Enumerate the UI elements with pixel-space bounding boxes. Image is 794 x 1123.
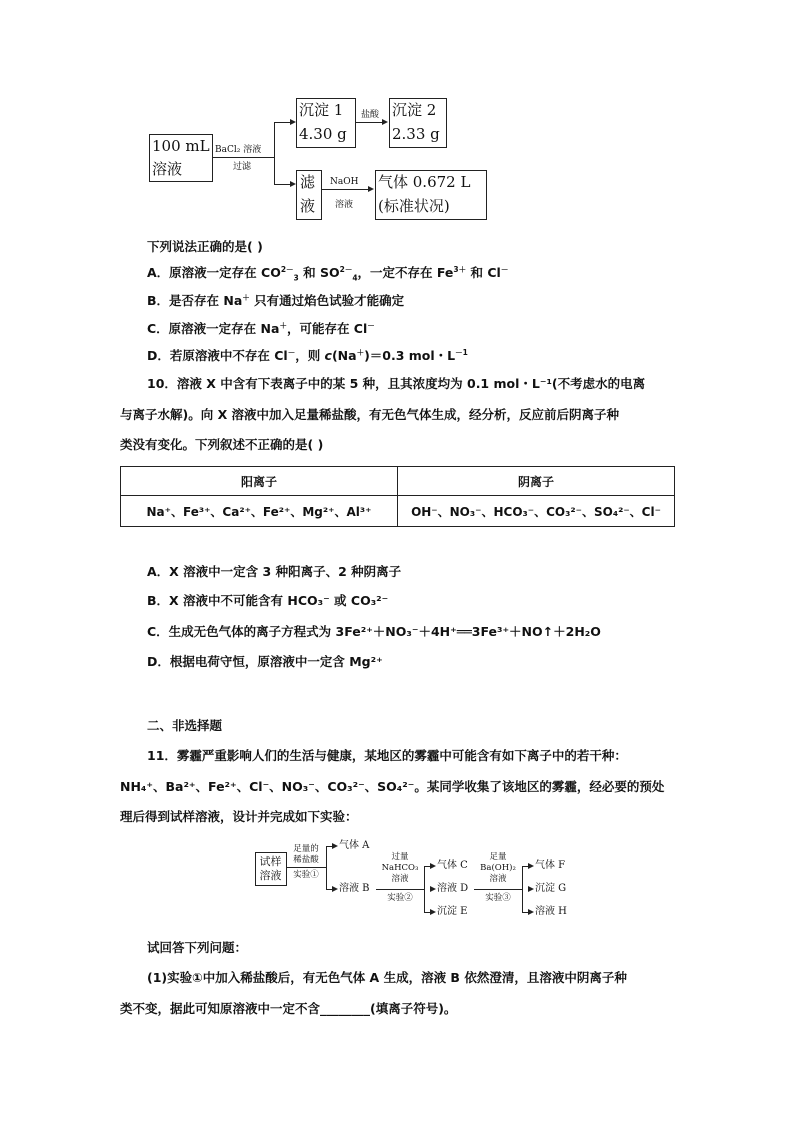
precipitate-1-label: 沉淀 1 <box>299 101 344 119</box>
precipitate-1-mass: 4.30 g <box>299 125 347 143</box>
gas-c: 气体 C <box>437 860 468 871</box>
q9-option-b: B．是否存在 Na＋ 只有通过焰色试验才能确定 <box>147 292 405 308</box>
q10-option-a: A．X 溶液中一定含 3 种阳离子、2 种阴离子 <box>147 564 402 579</box>
reagent-bacl2: BaCl₂ 溶液 <box>215 145 262 155</box>
header-anions: 阴离子 <box>398 467 675 496</box>
q10-stem-line2: 与离子水解)。向 X 溶液中加入足量稀盐酸，有无色气体生成，经分析，反应前后阴离子种 <box>120 407 620 422</box>
header-cations: 阳离子 <box>121 467 398 496</box>
exp3-reagent-3: 溶液 <box>489 874 507 884</box>
filtrate-label-2: 液 <box>300 197 316 215</box>
solution-b: 溶液 B <box>339 883 370 894</box>
q9-option-c: C．原溶液一定存在 Na＋，可能存在 Cl－ <box>147 320 375 336</box>
q10-option-d: D．根据电荷守恒，原溶液中一定含 Mg²⁺ <box>147 654 383 669</box>
q10-stem-line3: 类没有变化。下列叙述不正确的是( ) <box>120 437 324 452</box>
exp2-reagent-3: 溶液 <box>391 874 409 884</box>
section-title: 二、非选择题 <box>147 718 223 733</box>
start-volume: 100 mL <box>152 137 210 155</box>
ion-table <box>120 466 675 527</box>
anion-list: OH⁻、NO₃⁻、HCO₃⁻、CO₃²⁻、SO₄²⁻、Cl⁻ <box>398 496 675 527</box>
gas-a: 气体 A <box>339 840 370 851</box>
exp3-reagent-1: 足量 <box>489 852 507 862</box>
q9-stem: 下列说法正确的是( ) <box>147 239 263 254</box>
solution-d: 溶液 D <box>437 883 469 894</box>
filtrate-label-1: 滤 <box>300 173 316 191</box>
sample-label-1: 试样 <box>259 855 282 868</box>
q11-stem-line1: 11．雾霾严重影响人们的生活与健康，某地区的雾霾中可能含有如下离子中的若干种： <box>147 748 627 763</box>
q10-stem-line1: 10．溶液 X 中含有下表离子中的某 5 种，且其浓度均为 0.1 mol・L⁻¹(不考虑水的电离 <box>147 376 646 391</box>
precipitate-2-label: 沉淀 2 <box>392 101 437 119</box>
exp2-reagent-1: 过量 <box>391 852 409 862</box>
q10-option-c: C．生成无色气体的离子方程式为 3Fe²⁺＋NO₃⁻＋4H⁺══3Fe³⁺＋NO↑＋2H₂O <box>147 624 601 639</box>
start-label: 溶液 <box>152 160 183 178</box>
exp2-label: 实验② <box>387 893 413 903</box>
exp1-label: 实验① <box>293 870 319 880</box>
sample-label-2: 溶液 <box>259 869 282 882</box>
acid-label: 盐酸 <box>361 110 380 120</box>
exp1-reagent-1: 足量的 <box>293 844 319 854</box>
gas-condition: (标准状况) <box>378 197 450 215</box>
reagent-filter: 过滤 <box>233 162 252 172</box>
reagent-naoh-solution: 溶液 <box>335 200 354 210</box>
exp3-reagent-2: Ba(OH)₂ <box>480 863 516 873</box>
precipitate-2-mass: 2.33 g <box>392 125 440 143</box>
q10-option-b: B．X 溶液中不可能含有 HCO₃⁻ 或 CO₃²⁻ <box>147 593 389 608</box>
q11-sub1-line1: (1)实验①中加入稀盐酸后，有无色气体 A 生成，溶液 B 依然澄清，且溶液中阴离子种 <box>147 970 627 985</box>
exp2-reagent-2: NaHCO₃ <box>381 863 419 873</box>
gas-f: 气体 F <box>535 860 566 871</box>
q9-option-a: A．原溶液一定存在 $CO^{2-}_3$ 和 $SO^{2-}_4$，一定不存在 $Fe^{3+}$ 和 Cl－ <box>147 264 509 283</box>
q9-option-d: D．若原溶液中不存在 Cl－，则 c(Na＋)＝0.3 mol・$L^{-1}$ <box>147 347 468 363</box>
solution-h: 溶液 H <box>535 906 567 917</box>
precipitate-g: 沉淀 G <box>535 883 567 894</box>
q11-sub1-line2: 类不变，据此可知原溶液中一定不含________(填离子符号)。 <box>120 1001 457 1016</box>
cation-list: Na⁺、Fe³⁺、Ca²⁺、Fe²⁺、Mg²⁺、Al³⁺ <box>121 496 398 527</box>
exp3-label: 实验③ <box>485 893 511 903</box>
q11-stem-line3: 理后得到试样溶液，设计并完成如下实验： <box>120 809 358 824</box>
q11-ask: 试回答下列问题： <box>147 940 248 955</box>
reagent-naoh: NaOH <box>330 177 359 187</box>
gas-volume: 气体 0.672 L <box>378 173 471 191</box>
precipitate-e: 沉淀 E <box>437 906 468 917</box>
exp1-reagent-2: 稀盐酸 <box>293 855 319 865</box>
q11-stem-line2: NH₄⁺、Ba²⁺、Fe²⁺、Cl⁻、NO₃⁻、CO₃²⁻、SO₄²⁻。某同学收集了该地区的雾霾，经必要的预处 <box>120 779 665 794</box>
